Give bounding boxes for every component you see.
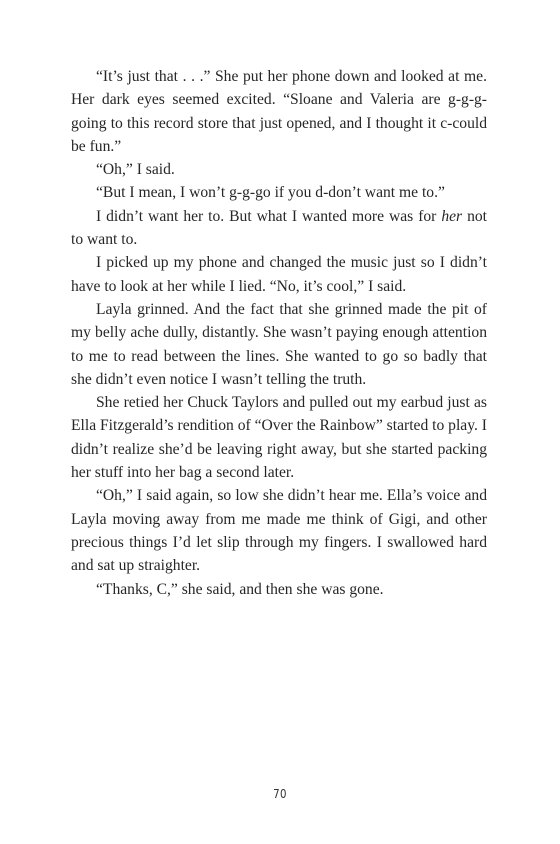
- paragraph: I picked up my phone and changed the music just so I didn’t have to look at her while I lied. “No, it’s cool,” I said.: [71, 254, 487, 295]
- paragraph: “It’s just that . . .” She put her phone down and looked at me. Her dark eyes seemed excited. “Sloane and Valeria are g-g-g-going to this record store that just opened, and I thought it c-could be fun.”: [71, 68, 487, 155]
- paragraph: “Oh,” I said.: [96, 161, 175, 179]
- paragraph: “Oh,” I said again, so low she didn’t hear me. Ella’s voice and Layla moving away from me made me think of Gigi, and other precious things I’d let slip through my fingers. I swallowed hard and sat up straighter.: [71, 487, 487, 575]
- page-number: 70: [273, 786, 287, 801]
- paragraph: She retied her Chuck Taylors and pulled out my earbud just as Ella Fitzgerald’s rendition of “Over the Rainbow” started to play. I didn’t realize she’d be leaving right away, but she started packing her stuff into her bag a second later.: [71, 394, 487, 482]
- emphasized-word: her: [441, 207, 463, 225]
- paragraph: [71, 205, 487, 252]
- paragraph: “Thanks, C,” she said, and then she was gone.: [96, 580, 384, 598]
- body-text: [71, 65, 487, 601]
- paragraph: Layla grinned. And the fact that she grinned made the pit of my belly ache dully, distantly. She wasn’t paying enough attention to me to read between the lines. She wanted to go so badly that she didn’t even notice I wasn’t telling the truth.: [71, 300, 487, 388]
- paragraph-text: not to want to.: [71, 207, 487, 249]
- paragraph: “But I mean, I won’t g-g-go if you d-don’t want me to.”: [96, 184, 445, 202]
- paragraph-text: I didn’t want her to. But what I wanted more was for: [96, 207, 442, 225]
